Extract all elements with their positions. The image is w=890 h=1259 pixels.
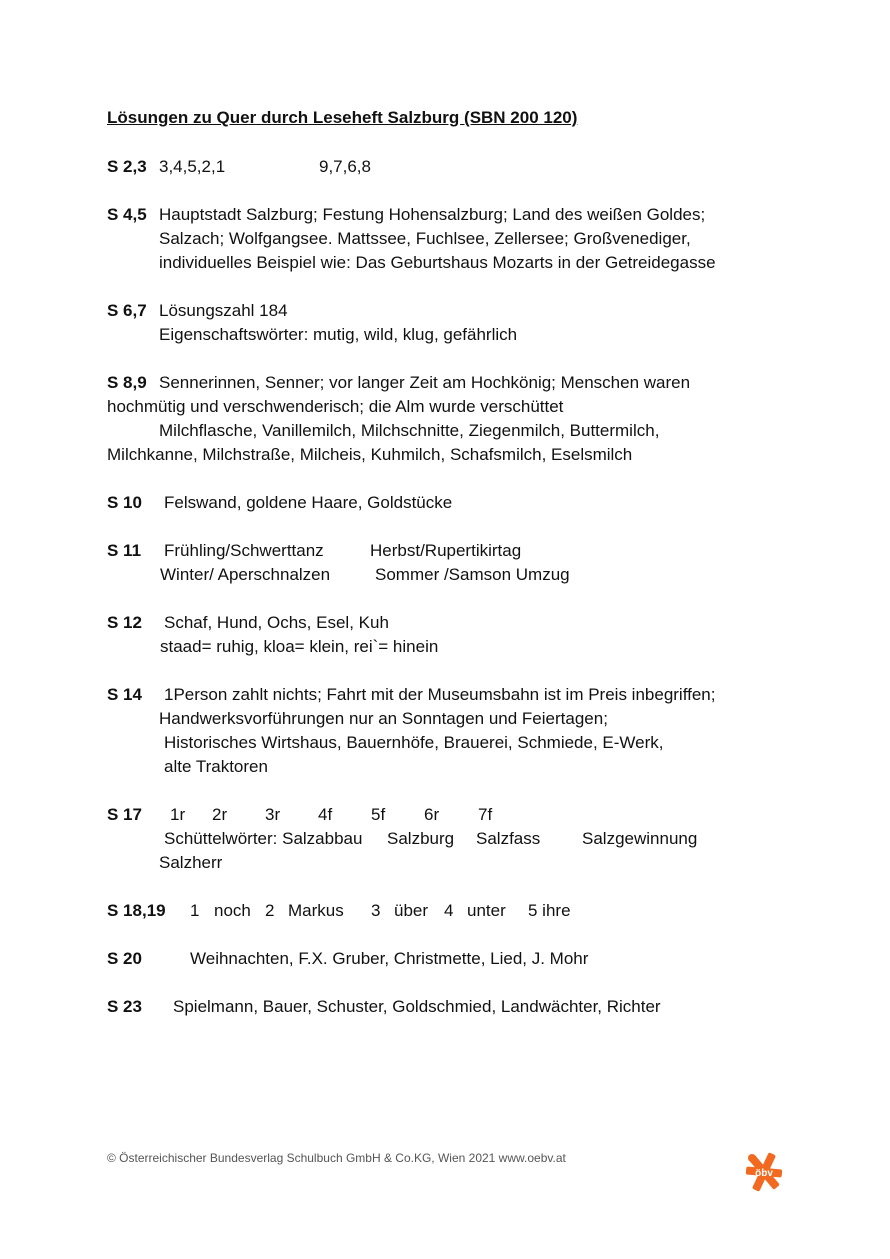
answer-item: Markus — [288, 901, 344, 920]
oebv-logo — [742, 1150, 786, 1194]
section-label: S 17 — [107, 805, 142, 824]
section-label: S 23 — [107, 997, 142, 1016]
answer-item: 6r — [424, 805, 440, 824]
answer-text: Salzburg — [387, 829, 455, 848]
answer-text: Historisches Wirtshaus, Bauernhöfe, Brauerei, Schmiede, E-Werk, — [164, 733, 664, 752]
answer-text: staad= ruhig, kloa= klein, rei`= hinein — [160, 637, 439, 656]
answer-text: Schüttelwörter: Salzabbau — [164, 829, 363, 848]
answer-text: hochmütig und verschwenderisch; die Alm wurde verschüttet — [107, 397, 564, 416]
copyright-footer: © Österreichischer Bundesverlag Schulbuch GmbH & Co.KG, Wien 2021 www.oebv.at — [107, 1151, 566, 1165]
answer-item: 4 — [444, 901, 454, 920]
answer-text: Sennerinnen, Senner; vor langer Zeit am Hochkönig; Menschen waren — [159, 373, 691, 392]
answer-item: unter — [467, 901, 506, 920]
answer-text: Weihnachten, F.X. Gruber, Christmette, Lied, J. Mohr — [190, 949, 589, 968]
section-label: S 20 — [107, 949, 142, 968]
logo-text: öbv — [755, 1168, 773, 1179]
answer-text: alte Traktoren — [164, 757, 268, 776]
answer-text: individuelles Beispiel wie: Das Geburtshaus Mozarts in der Getreidegasse — [159, 253, 716, 272]
section-label: S 2,3 — [107, 157, 147, 176]
section-label: S 14 — [107, 685, 142, 704]
answer-text: Handwerksvorführungen nur an Sonntagen und Feiertagen; — [159, 709, 608, 728]
answer-item: 4f — [318, 805, 333, 824]
section-label: S 4,5 — [107, 205, 147, 224]
answer-item: 2 — [265, 901, 275, 920]
answer-text: Sommer /Samson Umzug — [375, 565, 570, 584]
answer-text: Spielmann, Bauer, Schuster, Goldschmied, Landwächter, Richter — [173, 997, 661, 1016]
answer-item: 3 — [371, 901, 381, 920]
section-label: S 6,7 — [107, 301, 147, 320]
answer-text: Salzgewinnung — [582, 829, 698, 848]
answer-text: Milchflasche, Vanillemilch, Milchschnitte, Ziegenmilch, Buttermilch, — [159, 421, 660, 440]
answer-item: 1r — [170, 805, 186, 824]
section-label: S 11 — [107, 541, 142, 560]
answer-text: Lösungszahl 184 — [159, 301, 288, 320]
answer-item: 7f — [478, 805, 493, 824]
answer-item: 3r — [265, 805, 281, 824]
answer-text: 1Person zahlt nichts; Fahrt mit der Museumsbahn ist im Preis inbegriffen; — [164, 685, 716, 704]
answer-text: Salzach; Wolfgangsee. Mattssee, Fuchlsee, Zellersee; Großvenediger, — [159, 229, 691, 248]
answer-text: Herbst/Rupertikirtag — [370, 541, 522, 560]
section-label: S 8,9 — [107, 373, 147, 392]
section-label: S 10 — [107, 493, 142, 512]
answer-item: 5 ihre — [528, 901, 571, 920]
answer-text: Frühling/Schwerttanz — [164, 541, 324, 560]
section-label: S 12 — [107, 613, 142, 632]
answer-text: Hauptstadt Salzburg; Festung Hohensalzburg; Land des weißen Goldes; — [159, 205, 706, 224]
page-title: Lösungen zu Quer durch Leseheft Salzburg (SBN 200 120) — [107, 108, 578, 127]
answer-item: 5f — [371, 805, 386, 824]
answer-text: Salzfass — [476, 829, 541, 848]
answer-text: Milchkanne, Milchstraße, Milcheis, Kuhmilch, Schafsmilch, Eselsmilch — [107, 445, 633, 464]
answer-text: Winter/ Aperschnalzen — [160, 565, 331, 584]
answer-text: Schaf, Hund, Ochs, Esel, Kuh — [164, 613, 389, 632]
answer-text: 3,4,5,2,1 — [159, 157, 226, 176]
answer-item: 1 — [190, 901, 200, 920]
answer-item: 2r — [212, 805, 228, 824]
answer-text: Salzherr — [159, 853, 223, 872]
answer-item: noch — [214, 901, 251, 920]
answer-text: 9,7,6,8 — [319, 157, 371, 176]
answer-text: Eigenschaftswörter: mutig, wild, klug, gefährlich — [159, 325, 518, 344]
answer-item: über — [394, 901, 429, 920]
section-label: S 18,19 — [107, 901, 166, 920]
answer-text: Felswand, goldene Haare, Goldstücke — [164, 493, 453, 512]
